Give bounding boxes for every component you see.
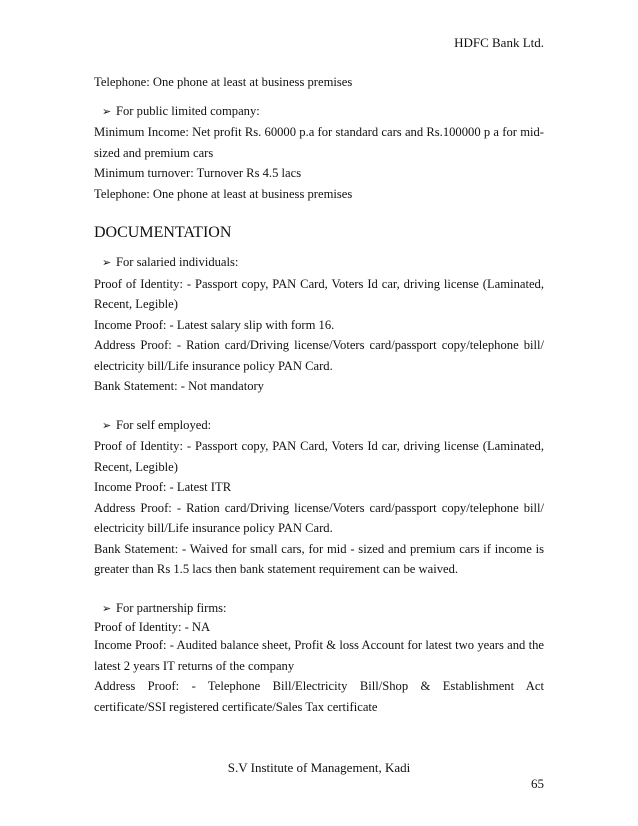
page-body (94, 72, 544, 717)
proof-of-identity: Proof of Identity: - Passport copy, PAN Card, Voters Id car, driving license (Laminated, Recent, Legible) (94, 439, 544, 474)
income-proof: Income Proof: - Audited balance sheet, Profit & loss Account for latest two years and the latest 2 years IT returns of the company (94, 638, 544, 673)
bank-statement: Bank Statement: - Not mandatory (94, 379, 264, 393)
telephone-requirement: Telephone: One phone at least at business premises (94, 75, 353, 89)
section-heading-documentation: DOCUMENTATION (94, 224, 232, 241)
arrow-bullet-icon: ➢ (102, 104, 112, 118)
address-proof: Address Proof: - Ration card/Driving license/Voters card/passport copy/telephone bill/ electricity bill/Life insurance policy PAN Card. (94, 500, 544, 535)
bullet-label: For salaried individuals: (116, 255, 239, 269)
minimum-income: Minimum Income: Net profit Rs. 60000 p.a for standard cars and Rs.100000 p a for mid-sized and premium cars (94, 125, 544, 160)
telephone-requirement: Telephone: One phone at least at business premises (94, 186, 353, 201)
bank-statement: Bank Statement: - Waived for small cars, for mid - sized and premium cars if income is greater than Rs 1.5 lacs then bank statement requirement can be waived. (94, 541, 544, 576)
page-footer: S.V Institute of Management, Kadi (227, 760, 411, 775)
arrow-bullet-icon: ➢ (102, 601, 112, 615)
bullet-partnership (94, 598, 544, 620)
arrow-bullet-icon: ➢ (102, 256, 112, 269)
bullet-label: For self employed: (116, 417, 212, 432)
proof-of-identity: Proof of Identity: - Passport copy, PAN Card, Voters Id car, driving license (Laminated, Recent, Legible) (94, 276, 544, 311)
address-proof: Address Proof: - Telephone Bill/Electricity Bill/Shop & Establishment Act certificate/SSI registered certificate/Sales Tax certificate (94, 679, 544, 714)
bullet-label: For partnership firms: (116, 600, 227, 615)
page-header: HDFC Bank Ltd. (454, 35, 544, 50)
bullet-public-limited (94, 101, 544, 123)
bullet-label: For public limited company: (116, 103, 260, 118)
arrow-bullet-icon: ➢ (102, 418, 112, 432)
address-proof: Address Proof: - Ration card/Driving license/Voters card/passport copy/telephone bill/ electricity bill/Life insurance policy PAN Card. (94, 338, 544, 373)
page-number: 65 (531, 776, 544, 791)
bullet-self-employed (94, 415, 544, 437)
income-proof: Income Proof: - Latest salary slip with form 16. (94, 317, 335, 332)
minimum-turnover: Minimum turnover: Turnover Rs 4.5 lacs (94, 166, 302, 180)
income-proof: Income Proof: - Latest ITR (94, 480, 232, 494)
bullet-salaried (94, 252, 544, 274)
proof-of-identity: Proof of Identity: - NA (94, 620, 211, 634)
